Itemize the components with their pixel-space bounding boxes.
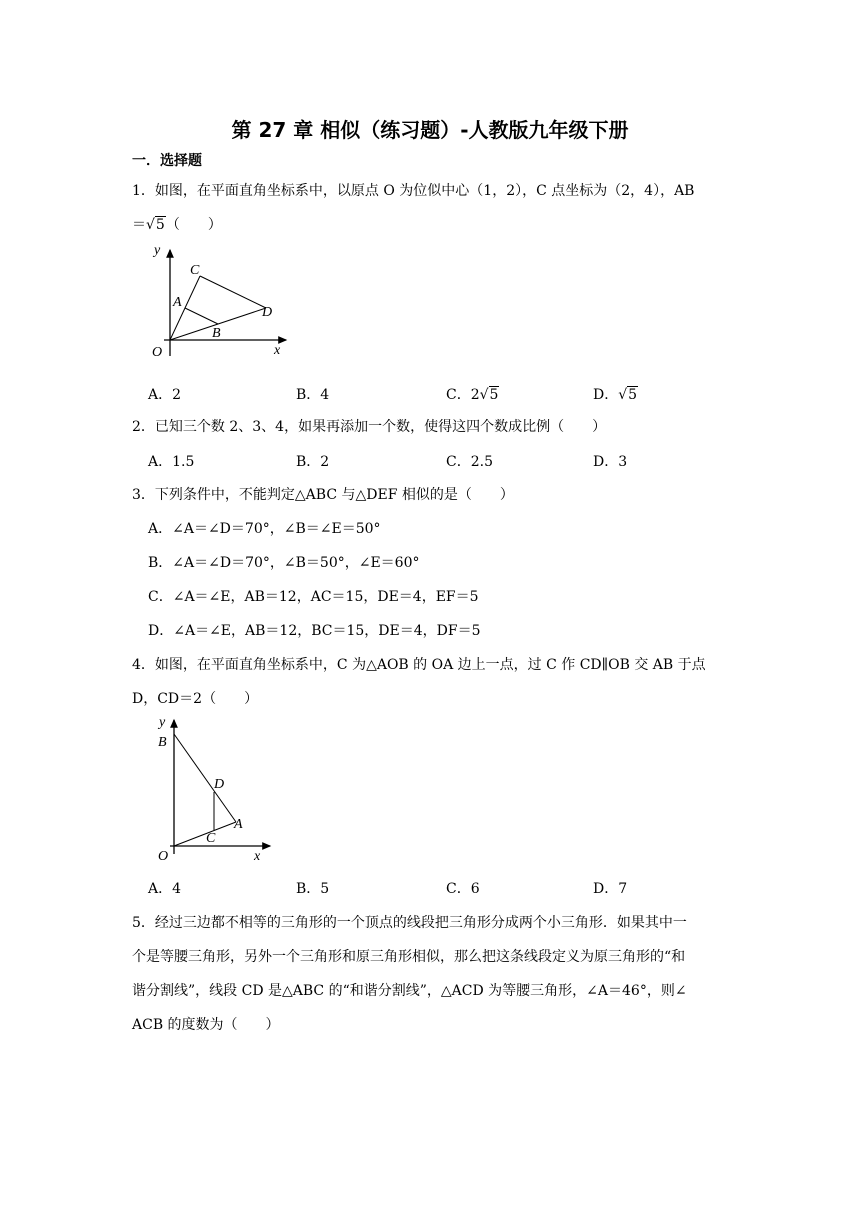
q4-label-c: C [206,831,216,846]
q1-option-c-text: C．2 [446,387,480,403]
q1-segment-cd [200,276,266,308]
question-2-text: 2．已知三个数 2、3、4，如果再添加一个数，使得这四个数成比例（ ） [132,419,607,435]
question-1-line-1: 1．如图，在平面直角坐标系中，以原点 O 为位似中心（1，2），C 点坐标为（2，4），AB [132,183,695,199]
question-5-line-4: ACB 的度数为（ ） [132,1017,280,1033]
q1-segment-ab [185,308,218,324]
q1-option-d-text: D． [593,387,619,403]
page-title: 第 27 章 相似（练习题）-人教版九年级下册 [231,118,629,142]
q3-option-a: A．∠A＝∠D＝70°，∠B＝∠E＝50° [148,521,381,537]
q2-option-a: A．1.5 [148,454,195,470]
q1-option-a: A．2 [148,387,182,403]
question-1-line-2 [132,214,222,234]
q4-label-d: D [214,777,225,792]
question-4-line-1: 4．如图，在平面直角坐标系中，C 为△AOB 的 OA 边上一点，过 C 作 CD∥OB 交 AB 于点 [132,657,706,673]
q1-option-c-sqrt: 5 [489,387,499,403]
q3-option-c: C．∠A＝∠E，AB＝12，AC＝15，DE＝4，EF＝5 [148,589,479,605]
question-4-figure [146,712,276,864]
q1-label-o: O [152,345,163,360]
sqrt-symbol: √5 [618,387,638,403]
q1-equals: ＝ [132,217,146,233]
q1-label-a: A [173,295,182,310]
q1-sqrt-value: 5 [155,217,165,233]
q4-label-b: B [158,735,167,750]
section-heading: 一．选择题 [132,153,202,169]
q1-option-d-sqrt: 5 [628,387,638,403]
q1-label-y: y [154,243,161,258]
q4-label-x: x [254,849,261,864]
q2-option-b: B．2 [296,454,330,470]
q4-segment-ba [174,734,236,822]
question-1-figure [146,238,294,370]
q1-label-d: D [262,305,273,320]
question-5-line-2: 个是等腰三角形，另外一个三角形和原三角形相似，那么把这条线段定义为原三角形的“和 [132,949,686,965]
q4-label-o: O [158,849,169,864]
q1-label-b: B [212,326,221,341]
q4-label-a: A [234,817,243,832]
sqrt-symbol: √5 [479,387,499,403]
q4-option-d: D．7 [593,881,628,897]
q1-option-c [446,384,499,404]
q4-option-b: B．5 [296,881,330,897]
q1-label-c: C [190,263,200,278]
q1-label-x: x [274,343,281,358]
sqrt-symbol: √5 [146,217,165,233]
q1-option-d [593,384,638,404]
q1-blank: （ ） [165,217,222,233]
question-4-line-2: D，CD＝2（ ） [132,691,259,707]
question-5-line-3: 谐分割线”，线段 CD 是△ABC 的“和谐分割线”，△ACD 为等腰三角形，∠A＝46°，则∠ [132,983,687,999]
q3-option-b: B．∠A＝∠D＝70°，∠B＝50°，∠E＝60° [148,555,420,571]
q1-option-b: B．4 [296,387,330,403]
q2-option-d: D．3 [593,454,628,470]
q4-option-a: A．4 [148,881,182,897]
question-5-line-1: 5．经过三边都不相等的三角形的一个顶点的线段把三角形分成两个小三角形．如果其中一 [132,915,687,931]
q4-segment-oa [174,822,236,846]
question-3-text: 3．下列条件中，不能判定△ABC 与△DEF 相似的是（ ） [132,487,514,503]
q3-option-d: D．∠A＝∠E，AB＝12，BC＝15，DE＝4，DF＝5 [148,623,481,639]
q4-option-c: C．6 [446,881,480,897]
q4-label-y: y [159,715,166,730]
q2-option-c: C．2.5 [446,454,493,470]
